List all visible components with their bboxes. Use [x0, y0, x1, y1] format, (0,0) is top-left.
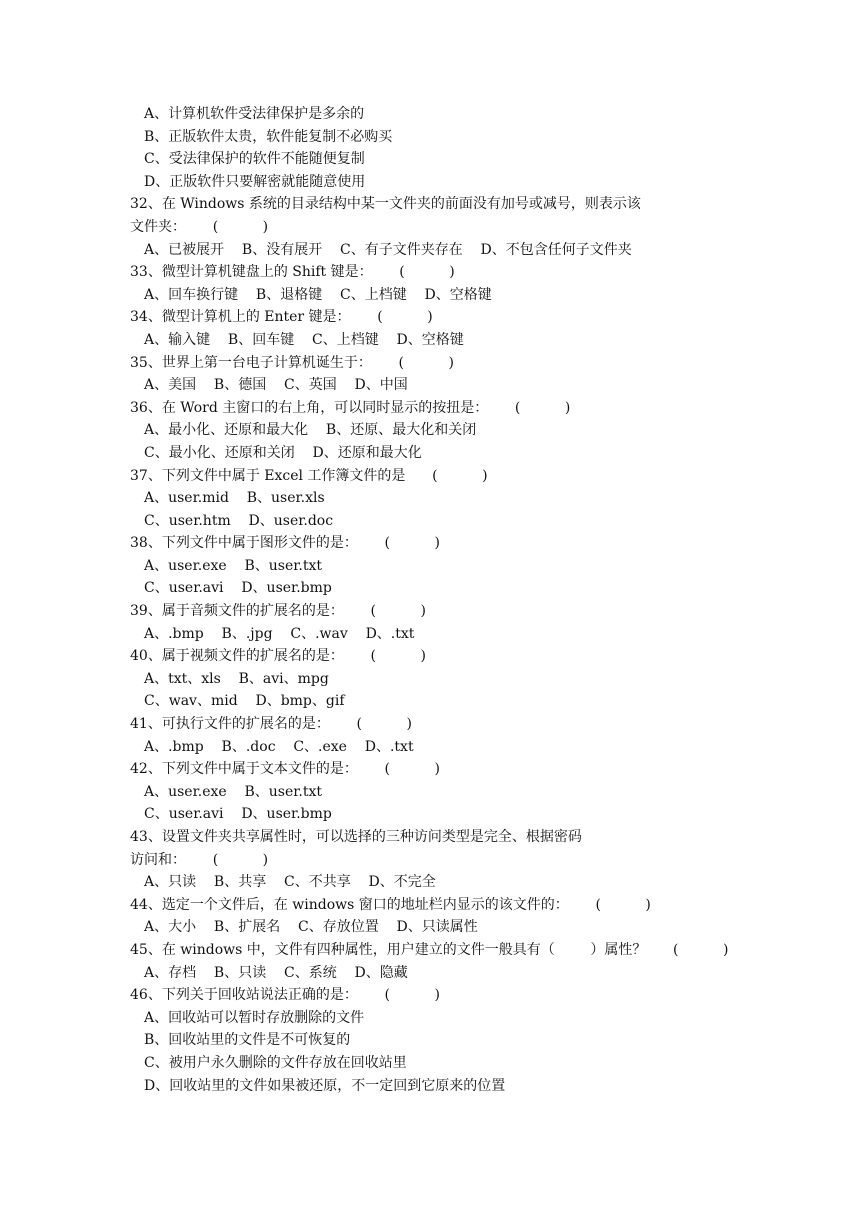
- question-line: 42、下列文件中属于文本文件的是： ( ): [130, 761, 440, 778]
- question-line: 文件夹： ( ): [130, 218, 269, 235]
- question-line: 34、微型计算机上的 Enter 键是： ( ): [130, 309, 433, 326]
- answer-option-line: A、.bmp B、.jpg C、.wav D、.txt: [144, 625, 415, 642]
- answer-option-line: A、输入键 B、回车键 C、上档键 D、空格键: [144, 331, 464, 348]
- question-line: 46、下列关于回收站说法正确的是： ( ): [130, 987, 440, 1004]
- question-line: 36、在 Word 主窗口的右上角，可以同时显示的按扭是： ( ): [130, 399, 571, 416]
- answer-option-line: C、被用户永久删除的文件存放在回收站里: [144, 1054, 407, 1071]
- question-line: 43、设置文件夹共享属性时，可以选择的三种访问类型是完全、根据密码: [130, 829, 582, 845]
- question-line: 33、微型计算机键盘上的 Shift 键是： ( ): [130, 264, 455, 281]
- question-list: [0, 103, 860, 1097]
- answer-option-line: A、user.mid B、user.xls: [144, 490, 325, 507]
- question-line: 41、可执行文件的扩展名的是： ( ): [130, 716, 412, 733]
- answer-option-line: A、只读 B、共享 C、不共享 D、不完全: [144, 874, 436, 891]
- answer-option-line: A、.bmp B、.doc C、.exe D、.txt: [144, 738, 414, 755]
- question-line: 45、在 windows 中，文件有四种属性，用户建立的文件一般具有（ ）属性？ ( ): [130, 941, 729, 958]
- answer-option-line: B、回收站里的文件是不可恢复的: [144, 1032, 351, 1049]
- answer-option-line: C、user.htm D、user.doc: [144, 512, 334, 529]
- answer-option-line: A、大小 B、扩展名 C、存放位置 D、只读属性: [144, 919, 478, 936]
- answer-option-line: D、回收站里的文件如果被还原，不一定回到它原来的位置: [144, 1077, 506, 1094]
- answer-option-line: C、user.avi D、user.bmp: [144, 806, 332, 823]
- answer-option-line: D、正版软件只要解密就能随意使用: [144, 173, 366, 190]
- answer-option-line: A、已被展开 B、没有展开 C、有子文件夹存在 D、不包含任何子文件夹: [144, 241, 632, 258]
- question-line: 35、世界上第一台电子计算机诞生于： ( ): [130, 354, 454, 371]
- question-line: 39、属于音频文件的扩展名的是： ( ): [130, 603, 426, 620]
- answer-option-line: A、txt、xls B、avi、mpg: [144, 670, 329, 687]
- answer-option-line: C、user.avi D、user.bmp: [144, 580, 332, 597]
- answer-option-line: C、最小化、还原和关闭 D、还原和最大化: [144, 444, 422, 461]
- answer-option-line: C、受法律保护的软件不能随便复制: [144, 151, 365, 168]
- question-line: 38、下列文件中属于图形文件的是： ( ): [130, 535, 440, 552]
- answer-option-line: A、回收站可以暂时存放删除的文件: [144, 1009, 365, 1026]
- answer-option-line: B、正版软件太贵，软件能复制不必购买: [144, 128, 393, 145]
- question-line: 32、在 Windows 系统的目录结构中某一文件夹的前面没有加号或减号，则表示该: [130, 196, 641, 213]
- answer-option-line: A、user.exe B、user.txt: [144, 557, 322, 574]
- question-line: 访问和： ( ): [130, 851, 269, 868]
- question-line: 44、选定一个文件后，在 windows 窗口的地址栏内显示的该文件的： ( ): [130, 896, 651, 913]
- question-line: 40、属于视频文件的扩展名的是： ( ): [130, 648, 426, 665]
- answer-option-line: A、计算机软件受法律保护是多余的: [144, 106, 365, 122]
- answer-option-line: A、最小化、还原和最大化 B、还原、最大化和关闭: [144, 422, 477, 439]
- question-line: 37、下列文件中属于 Excel 工作簿文件的是 ( ): [130, 467, 488, 484]
- answer-option-line: A、存档 B、只读 C、系统 D、隐藏: [144, 964, 408, 981]
- answer-option-line: A、user.exe B、user.txt: [144, 783, 322, 800]
- answer-option-line: C、wav、mid D、bmp、gif: [144, 693, 345, 710]
- answer-option-line: A、回车换行键 B、退格键 C、上档键 D、空格键: [144, 286, 492, 303]
- answer-option-line: A、美国 B、德国 C、英国 D、中国: [144, 377, 408, 394]
